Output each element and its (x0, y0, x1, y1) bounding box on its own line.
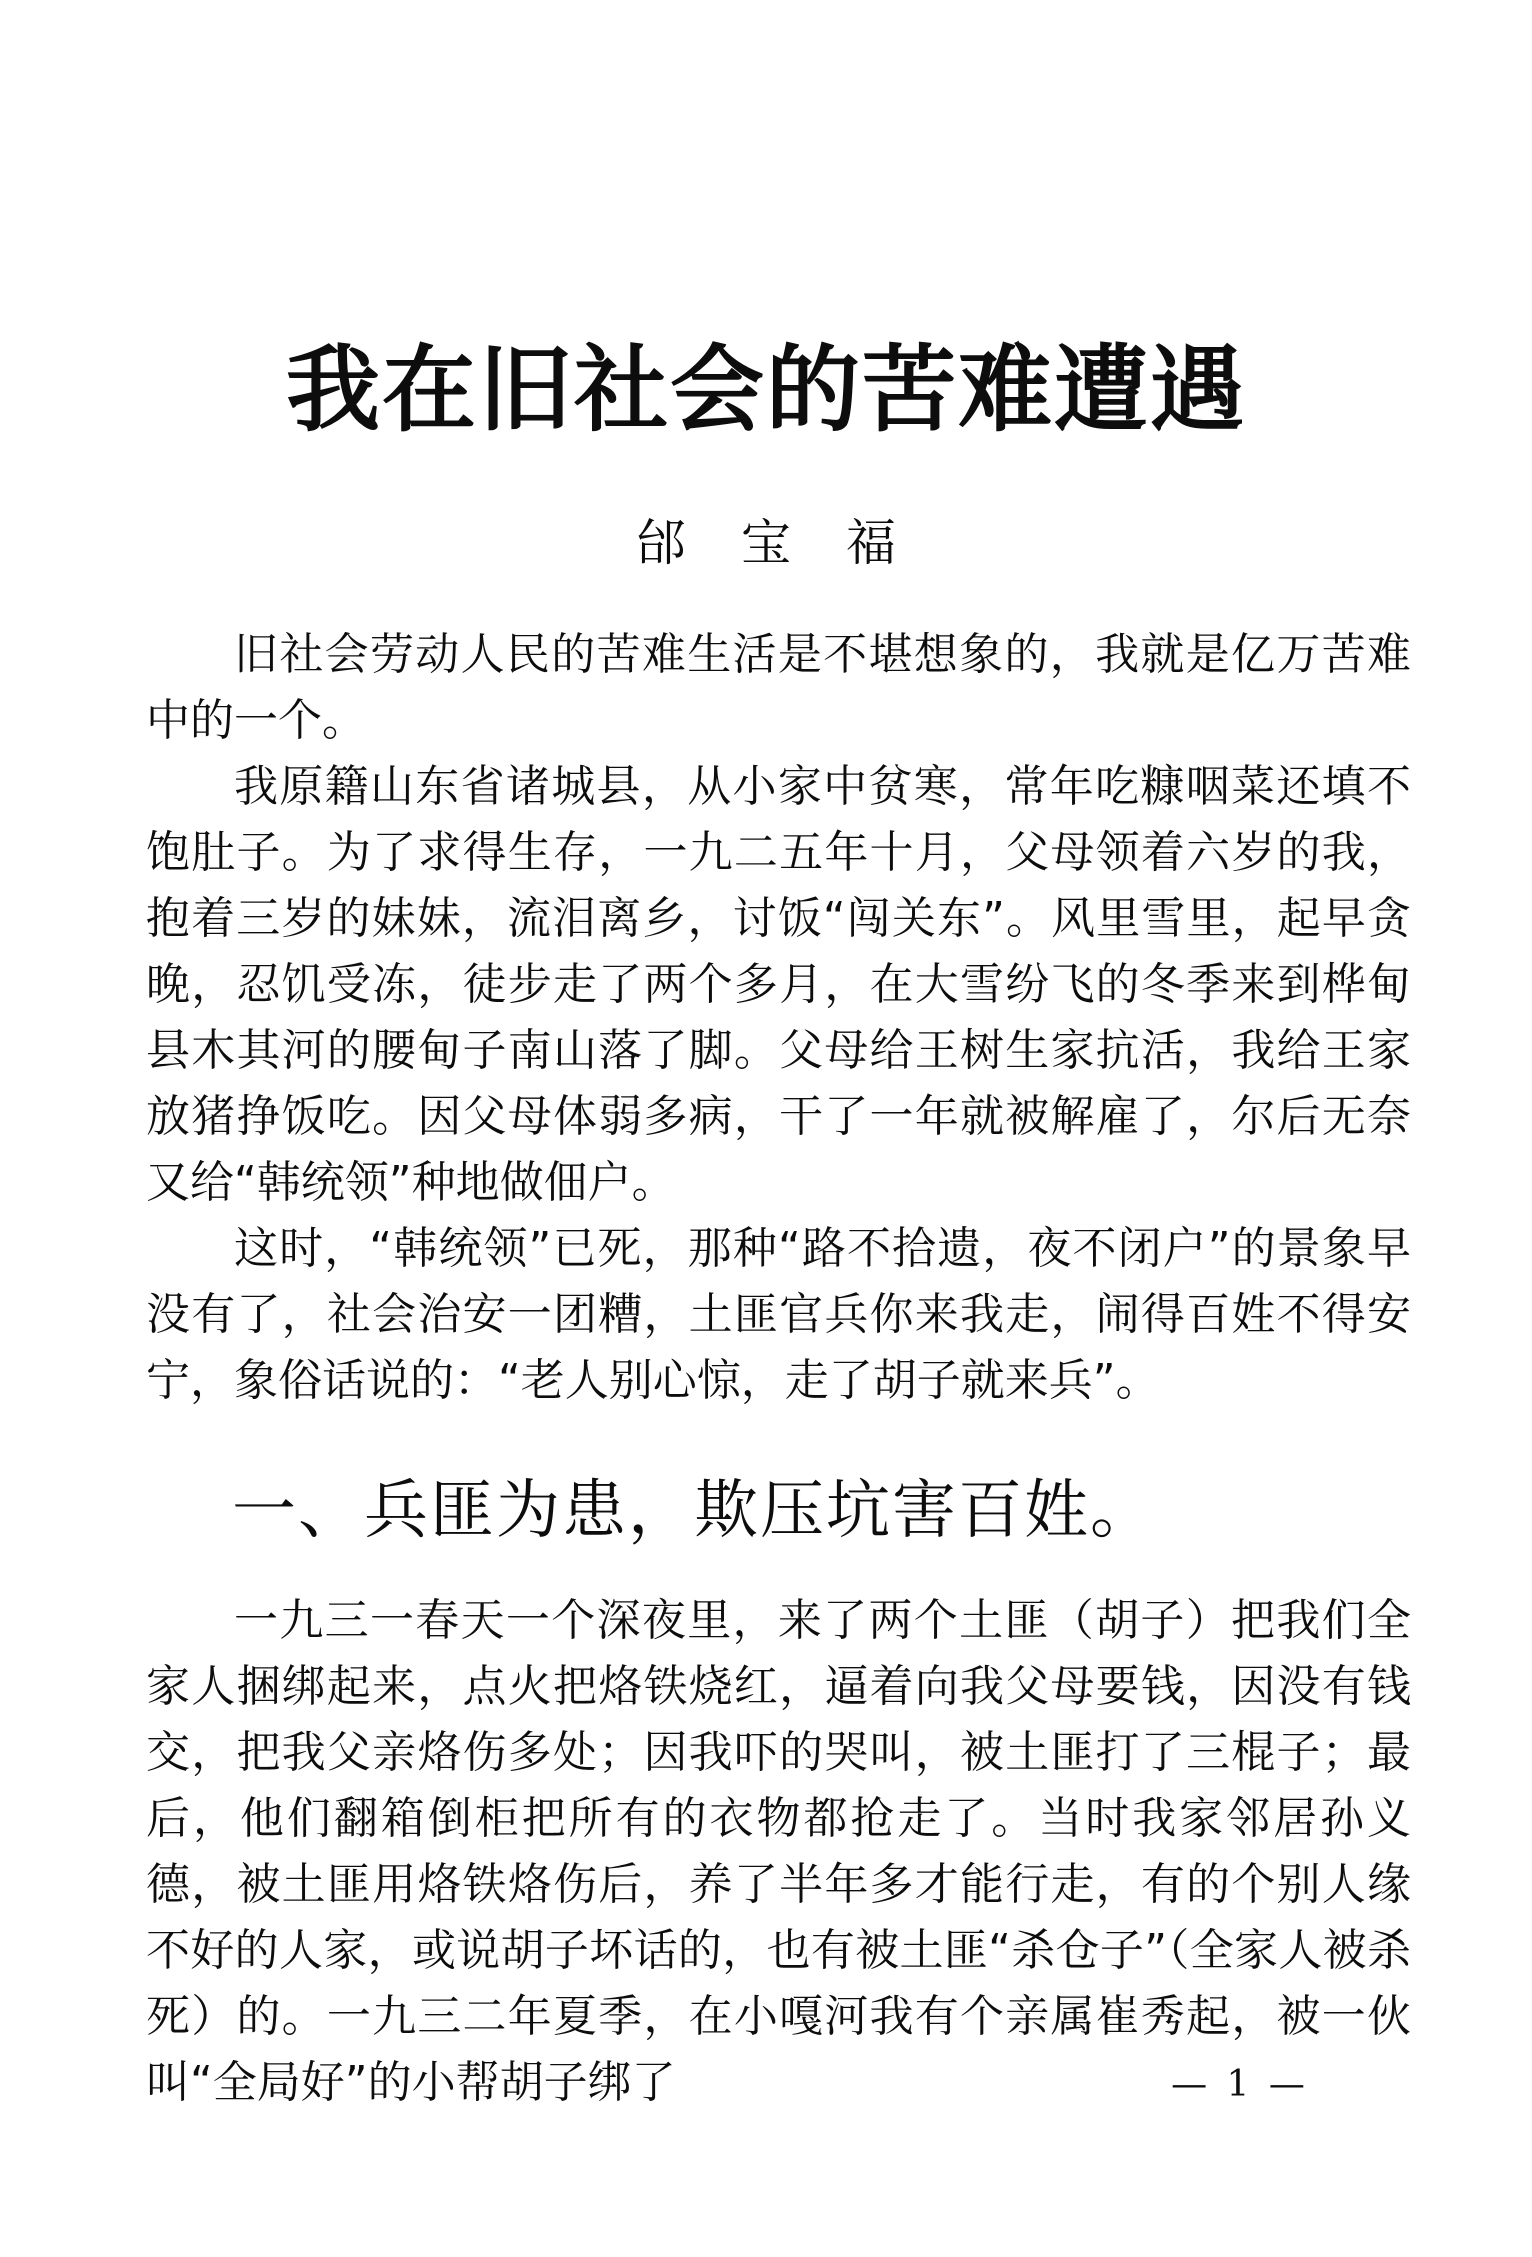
author-name: 邰宝福 (636, 514, 951, 572)
section-body (146, 1588, 1411, 2116)
paragraph: 我原籍山东省诸城县，从小家中贫寒，常年吃糠咽菜还填不饱肚子。为了求得生存，一九二五年十月，父母领着六岁的我，抱着三岁的妹妹，流泪离乡，讨饭“闯关东”。风里雪里，起早贪晚，忍饥受冻，徒步走了两个多月，在大雪纷飞的冬季来到桦甸县木其河的腰甸子南山落了脚。父母给王树生家抗活，我给王家放猪挣饭吃。因父母体弱多病，干了一年就被解雇了，尔后无奈又给“韩统领”种地做佃户。 (146, 761, 1411, 1208)
paragraph: 一九三一春天一个深夜里，来了两个土匪（胡子）把我们全家人捆绑起来，点火把烙铁烧红，逼着向我父母要钱，因没有钱交，把我父亲烙伤多处；因我吓的哭叫，被土匪打了三棍子；最后，他们翻箱倒柜把所有的衣物都抢走了。当时我家邻居孙义德，被土匪用烙铁烙伤后，养了半年多才能行走，有的个别人缘不好的人家，或说胡子坏话的，也有被土匪“杀仓子”（全家人被杀死）的。一九三二年夏季，在小嘎河我有个亲属崔秀起，被一伙叫“全局好”的小帮胡子绑了 (146, 1595, 1411, 2108)
page-number: — 1 — (1171, 2064, 1309, 2105)
paragraph: 旧社会劳动人民的苦难生活是不堪想象的，我就是亿万苦难中的一个。 (146, 629, 1411, 746)
document-title: 我在旧社会的苦难遭遇 (285, 335, 1246, 445)
paragraph: 这时，“韩统领”已死，那种“路不拾遗，夜不闭户”的景象早没有了，社会治安一团糟，土匪官兵你来我走，闹得百姓不得安宁，象俗话说的：“老人别心惊，走了胡子就来兵”。 (146, 1223, 1411, 1406)
section-heading: 一、兵匪为患，欺压坑害百姓。 (232, 1474, 1156, 1548)
intro-body (146, 622, 1411, 1414)
